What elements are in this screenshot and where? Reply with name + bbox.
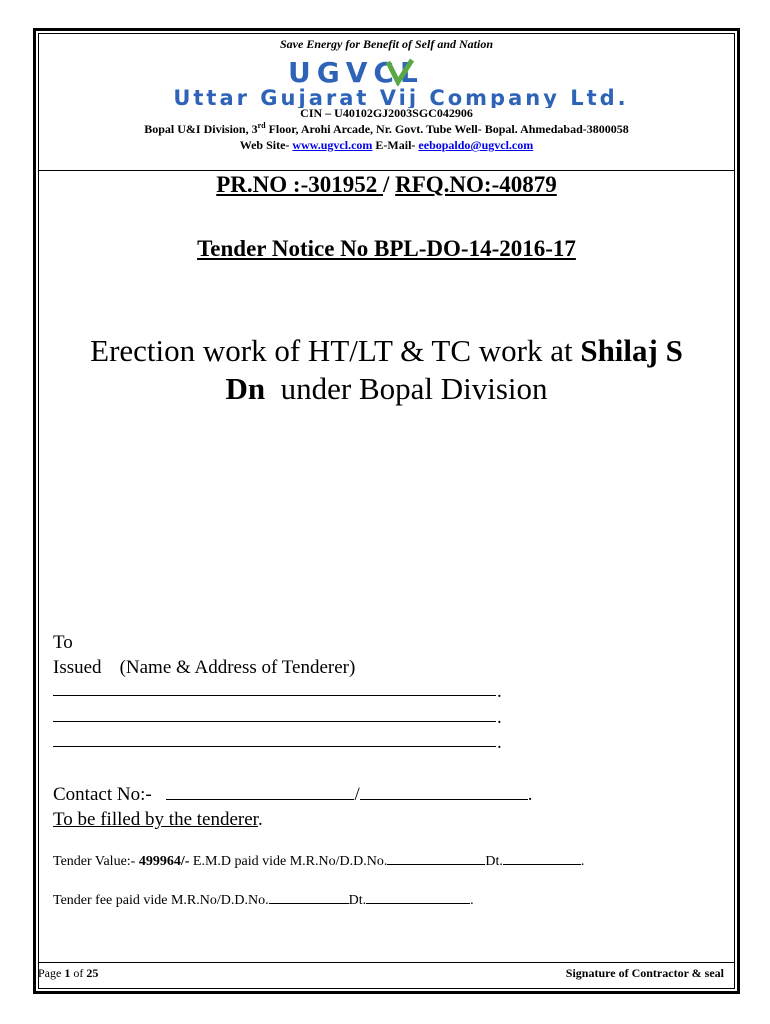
line-end-dot: . (497, 732, 502, 753)
pr-number: PR.NO :-301952 (216, 172, 383, 197)
company-name-banner (95, 86, 707, 108)
tender-value-line: Tender Value:- 499964/- E.M.D paid vide M.R.No/D.D.No. Dt. . (53, 854, 585, 869)
fee-number-field[interactable] (269, 891, 349, 904)
contact-block: Contact No:- / . To be filled by the tenderer. (53, 784, 533, 830)
company-name: Uttar Gujarat Vij Company Ltd. (173, 86, 629, 108)
contact-label: Contact No:- (53, 784, 152, 805)
email-link[interactable]: eebopaldo@ugvcl.com (418, 138, 534, 152)
tenderer-name-label: (Name & Address of Tenderer) (119, 657, 356, 678)
address-line-3[interactable] (53, 746, 496, 747)
rfq-number: RFQ.NO:-40879 (395, 172, 557, 197)
emd-date-field[interactable] (503, 852, 581, 865)
website-link[interactable]: www.ugvcl.com (292, 138, 373, 152)
tender-fee-line: Tender fee paid vide M.R.No/D.D.No. Dt. . (53, 893, 474, 908)
pr-rfq-numbers: PR.NO :-301952 / RFQ.NO:-40879 (216, 172, 557, 197)
ugvcl-logo (280, 56, 510, 86)
cin-number: CIN – U40102GJ2003SGC042906 (300, 106, 473, 120)
contact-links: Web Site- www.ugvcl.com E-Mail- eebopaldo@ugvcl.com (239, 138, 534, 152)
slogan: Save Energy for Benefit of Self and Nation (280, 37, 493, 51)
addressee-block (53, 630, 355, 680)
contact-field-1[interactable] (166, 783, 354, 800)
header-divider (38, 170, 735, 171)
address-line-1[interactable] (53, 695, 496, 696)
page-number: Page 1 of 25 (38, 966, 99, 980)
signature-label: Signature of Contractor & seal (565, 966, 724, 980)
fill-note: To be filled by the tenderer (53, 809, 258, 830)
division-address: Bopal U&I Division, 3rd Floor, Arohi Arcade, Nr. Govt. Tube Well- Bopal. Ahmedabad-3800058 (144, 121, 629, 136)
footer-divider (38, 962, 735, 963)
contact-field-2[interactable] (360, 783, 528, 800)
emd-number-field[interactable] (387, 852, 485, 865)
to-label: To (53, 632, 73, 653)
tender-notice-number: Tender Notice No BPL-DO-14-2016-17 (197, 236, 576, 261)
line-end-dot: . (497, 707, 502, 728)
address-line-2[interactable] (53, 721, 496, 722)
fee-date-field[interactable] (366, 891, 470, 904)
work-title: Erection work of HT/LT & TC work at Shilaj S Dn under Bopal Division (90, 333, 683, 406)
tender-value: 499964/- (138, 854, 190, 869)
line-end-dot: . (497, 681, 502, 702)
logo-mark-text: UGVCL (288, 56, 424, 86)
issued-label: Issued (53, 657, 102, 678)
